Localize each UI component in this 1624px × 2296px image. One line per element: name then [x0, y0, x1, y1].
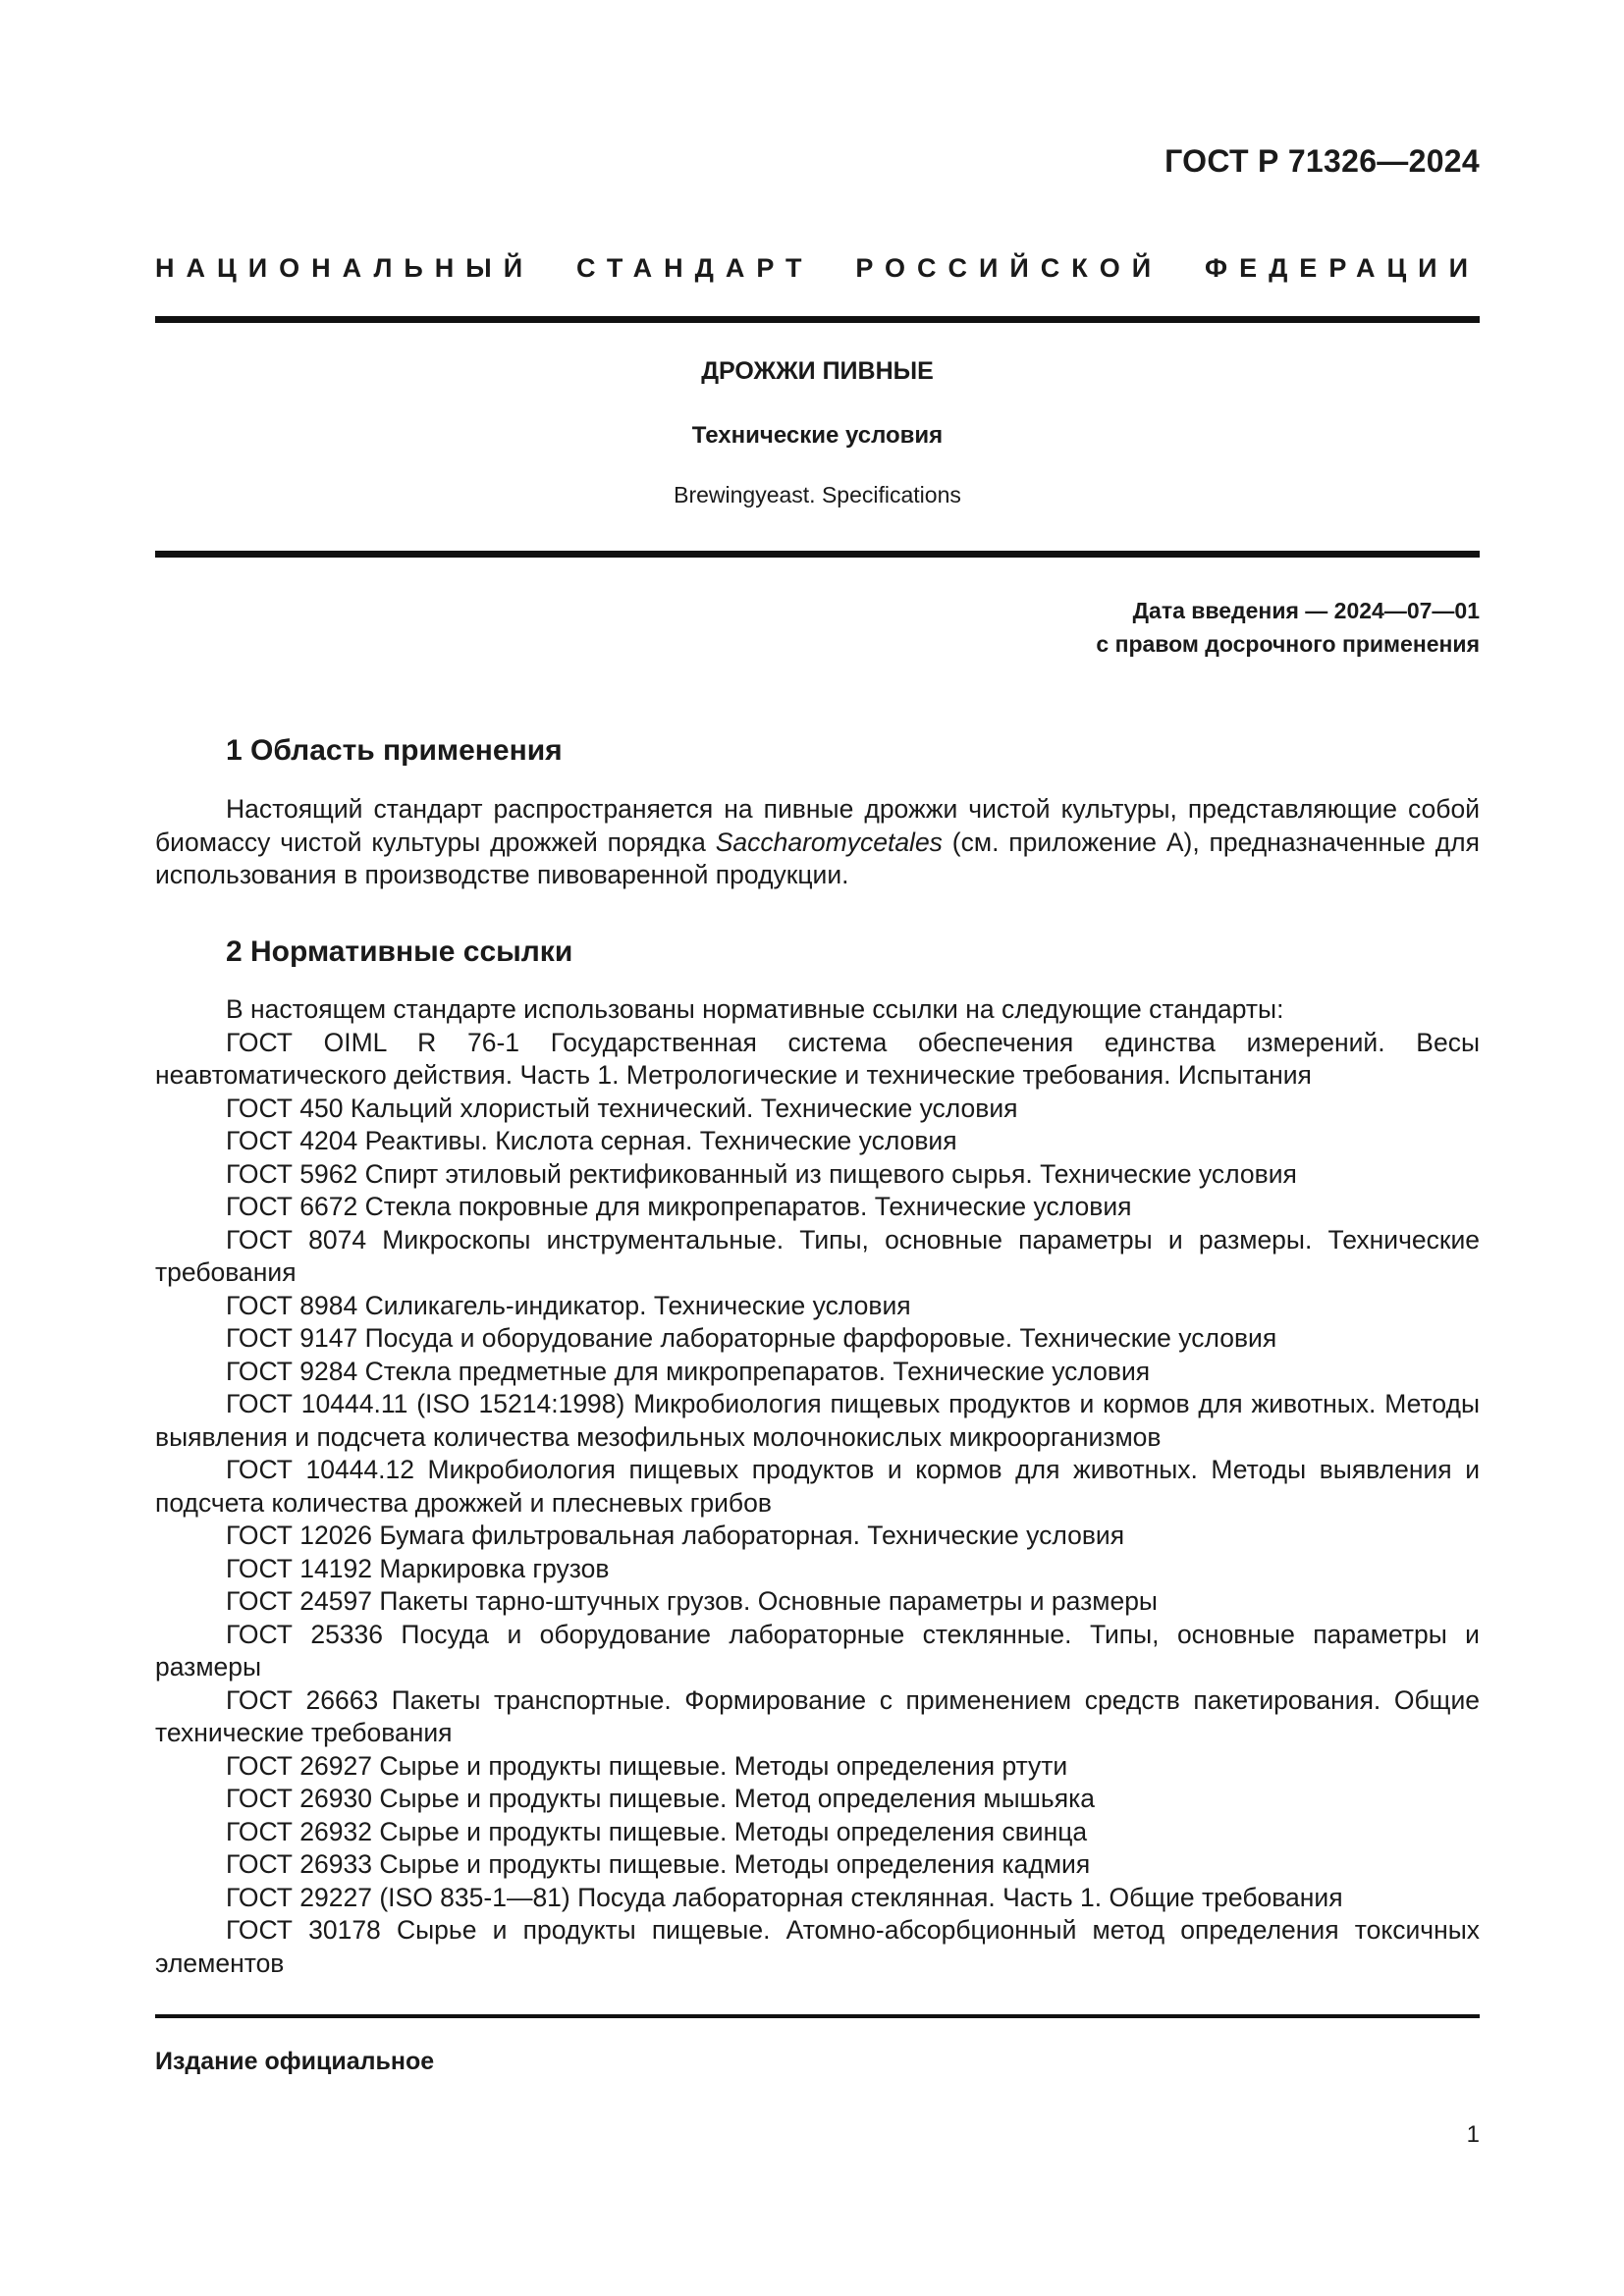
early-application-line: с правом досрочного применения	[1096, 631, 1480, 657]
title-divider	[155, 551, 1480, 558]
top-divider	[155, 316, 1480, 323]
reference-item: ГОСТ 12026 Бумага фильтровальная лабораторная. Технические условия	[226, 1521, 1125, 1550]
reference-item: ГОСТ 4204 Реактивы. Кислота серная. Технические условия	[226, 1126, 957, 1155]
reference-item: ГОСТ 24597 Пакеты тарно-штучных грузов. Основные параметры и размеры	[226, 1586, 1158, 1616]
reference-item: ГОСТ 26930 Сырье и продукты пищевые. Метод определения мышьяка	[226, 1784, 1096, 1813]
reference-item: ГОСТ 9147 Посуда и оборудование лабораторные фарфоровые. Технические условия	[226, 1323, 1277, 1353]
section-1-heading: 1 Область применения	[226, 734, 563, 767]
reference-item: ГОСТ 6672 Стекла покровные для микропрепаратов. Технические условия	[226, 1192, 1132, 1221]
reference-item: ГОСТ 26663 Пакеты транспортные. Формирование с применением средств пакетирования. Общие технические требования	[155, 1684, 1480, 1747]
reference-item: ГОСТ 5962 Спирт этиловый ректификованный из пищевого сырья. Технические условия	[226, 1158, 1297, 1189]
reference-item: ГОСТ 10444.11 (ISO 15214:1998) Микробиология пищевых продуктов и кормов для животных. Методы выявления и подсчета количества мезофильных молочнокислых микроорганизмов	[155, 1389, 1480, 1452]
scope-text-end: (см. приложение А), предназначенные для использования в производстве пивоваренной продукции.	[155, 827, 1480, 889]
references-intro: В настоящем стандарте использованы нормативные ссылки на следующие стандарты:	[226, 994, 1284, 1024]
section-1-body	[155, 793, 1480, 892]
document-title: ДРОЖЖИ ПИВНЫЕ	[701, 357, 934, 385]
scope-text-italic: Saccharomycetales	[715, 827, 943, 857]
official-edition-label: Издание официальное	[155, 2048, 435, 2075]
reference-item: ГОСТ 26933 Сырье и продукты пищевые. Методы определения кадмия	[226, 1849, 1091, 1879]
section-2-heading: 2 Нормативные ссылки	[226, 935, 573, 968]
reference-item: ГОСТ 26927 Сырье и продукты пищевые. Методы определения ртути	[226, 1750, 1068, 1781]
reference-item: ГОСТ OIML R 76-1 Государственная система обеспечения единства измерений. Весы неавтоматического действия. Часть 1. Метрологические и технические требования. Испытания	[155, 1027, 1480, 1090]
reference-item: ГОСТ 14192 Маркировка грузов	[226, 1553, 610, 1583]
reference-item: ГОСТ 30178 Сырье и продукты пищевые. Атомно-абсорбционный метод определения токсичных элементов	[155, 1915, 1480, 1978]
national-standard-banner: НАЦИОНАЛЬНЫЙ СТАНДАРТ РОССИЙСКОЙ ФЕДЕРАЦИИ	[155, 253, 1480, 283]
reference-item: ГОСТ 25336 Посуда и оборудование лабораторные стеклянные. Типы, основные параметры и размеры	[155, 1619, 1480, 1682]
introduction-date	[1096, 594, 1480, 661]
document-subtitle: Технические условия	[691, 422, 944, 449]
footer-divider	[155, 2014, 1480, 2018]
reference-item: ГОСТ 8074 Микроскопы инструментальные. Типы, основные параметры и размеры. Технические требования	[155, 1224, 1480, 1287]
reference-item: ГОСТ 29227 (ISO 835-1—81) Посуда лабораторная стеклянная. Часть 1. Общие требования	[226, 1882, 1343, 1912]
document-title-english: Brewingyeast. Specifications	[674, 482, 961, 507]
reference-item: ГОСТ 450 Кальций хлористый технический. Технические условия	[226, 1093, 1018, 1123]
reference-item: ГОСТ 8984 Силикагель-индикатор. Технические условия	[226, 1290, 911, 1320]
scope-text-start: Настоящий стандарт распространяется на пивные дрожжи чистой культуры, представляющие собой биомассу чистой культуры дрожжей порядка	[155, 794, 1480, 857]
reference-item: ГОСТ 10444.12 Микробиология пищевых продуктов и кормов для животных. Методы выявления и подсчета количества дрожжей и плесневых грибов	[155, 1455, 1480, 1518]
reference-item: ГОСТ 26932 Сырье и продукты пищевые. Методы определения свинца	[226, 1816, 1088, 1846]
section-2-body	[155, 993, 1480, 1980]
document-number: ГОСТ Р 71326—2024	[1164, 143, 1480, 179]
scope-paragraph	[155, 793, 1480, 892]
reference-item: ГОСТ 9284 Стекла предметные для микропрепаратов. Технические условия	[226, 1356, 1151, 1386]
page-number: 1	[1466, 2121, 1480, 2148]
introduction-date-line: Дата введения — 2024—07—01	[1132, 598, 1480, 623]
